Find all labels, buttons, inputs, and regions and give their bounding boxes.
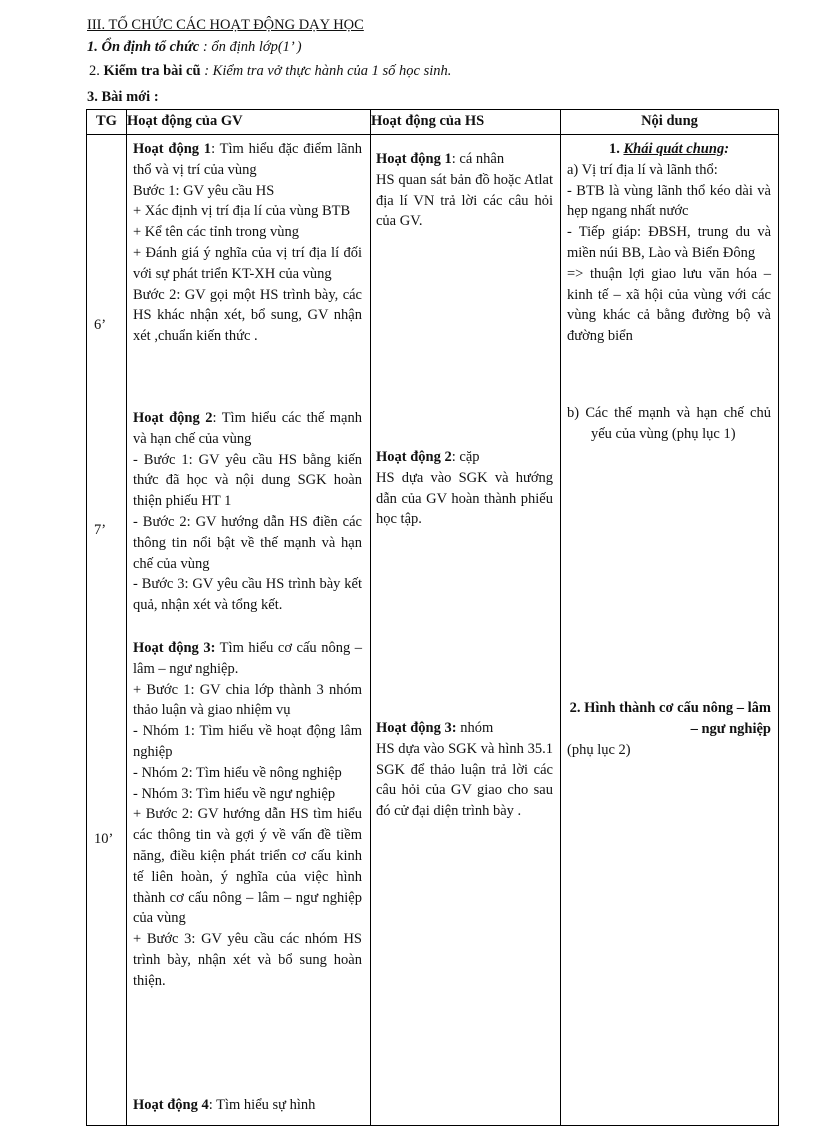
teacher-activity-1-intro: : Tìm hiểu đặc điểm lãnh thổ và vị trí của vùng (133, 141, 362, 178)
header-content: Nội dung (561, 110, 779, 135)
content-section-1-line: - BTB là vùng lãnh thổ kéo dài và hẹp ngang nhất nước (567, 182, 771, 220)
student-activity-1-intro: : cá nhân (451, 151, 505, 167)
teacher-activity-1-line: Bước 1: GV yêu cầu HS (133, 182, 275, 199)
step-3-line: 3. Bài mới : (87, 89, 159, 105)
content-section-1-subheading-a: a) Vị trí địa lí và lãnh thổ: (567, 161, 718, 178)
step-1-label: 1. Ổn định tổ chức (87, 39, 200, 55)
teacher-activity-2-title: Hoạt động 2 (133, 410, 213, 426)
student-activity-column (371, 135, 561, 1126)
time-activity-3: 10’ (94, 831, 114, 847)
teacher-activity-3-line: - Nhóm 3: Tìm hiểu về ngư nghiệp (133, 785, 336, 802)
table-body-row (87, 135, 779, 1126)
teacher-activity-1-line: Bước 2: GV gọi một HS trình bày, các HS khác nhận xét, bổ sung, GV nhận xét ,chuẩn kiến thức . (133, 286, 362, 345)
step-2-line (89, 62, 451, 80)
header-student-activity: Hoạt động của HS (371, 110, 561, 135)
step-1-text: : ổn định lớp(1’ ) (199, 39, 302, 55)
teacher-activity-1-line: + Kể tên các tỉnh trong vùng (133, 224, 300, 241)
section-title: III. TỐ CHỨC CÁC HOẠT ĐỘNG DẠY HỌC (87, 17, 364, 33)
header-teacher-activity: Hoạt động của GV (127, 110, 371, 135)
teacher-activity-3 (133, 638, 362, 992)
teacher-activity-1-title: Hoạt động 1 (133, 141, 212, 157)
teacher-activity-3-title: Hoạt động 3: (133, 640, 216, 656)
student-activity-1 (376, 149, 553, 232)
teacher-activity-3-line: - Nhóm 2: Tìm hiểu về nông nghiệp (133, 764, 342, 781)
student-activity-3-title: Hoạt động 3: (376, 720, 457, 736)
teacher-activity-1-line: + Xác định vị trí địa lí của vùng BTB (133, 203, 351, 220)
content-section-1-subheading-b: b) Các thế mạnh và hạn chế chủ yếu của vùng (phụ lục 1) (567, 405, 771, 442)
student-activity-1-title: Hoạt động 1 (376, 151, 452, 167)
teacher-activity-3-line: - Nhóm 1: Tìm hiểu về hoạt động lâm nghiệp (133, 723, 362, 760)
teacher-activity-3-line: + Bước 3: GV yêu cầu các nhóm HS trình bày, nhận xét và bổ sung hoàn thiện. (133, 931, 362, 989)
content-section-1-colon: : (724, 141, 730, 157)
student-activity-2-text: HS dựa vào SGK và hướng dẫn của GV hoàn thành phiếu học tập. (376, 469, 553, 528)
student-activity-3 (376, 718, 553, 822)
student-activity-2 (376, 447, 553, 530)
teacher-activity-2-line: - Bước 3: GV yêu cầu HS trình bày kết quả, nhận xét và tổng kết. (133, 576, 362, 614)
teacher-activity-1-line: + Đánh giá ý nghĩa của vị trí địa lí đối với sự phát triển KT-XH của vùng (133, 244, 362, 282)
content-section-2 (567, 698, 771, 760)
teacher-activity-3-line: + Bước 1: GV chia lớp thành 3 nhóm thảo luận và giao nhiệm vụ (133, 681, 362, 719)
time-activity-1: 6’ (94, 317, 107, 333)
lesson-plan-table (86, 109, 779, 1126)
table-header-row (87, 110, 779, 135)
student-activity-2-title: Hoạt động 2 (376, 449, 452, 465)
header-tg: TG (87, 110, 127, 135)
student-activity-3-text: HS dựa vào SGK và hình 35.1 SGK để thảo luận trả lời các câu hỏi của GV giao cho sau đó cử đại diện trình bày . (376, 740, 553, 820)
step-2-label: Kiểm tra bài cũ (103, 63, 201, 79)
content-section-2-note: (phụ lục 2) (567, 741, 631, 758)
time-activity-2: 7’ (94, 522, 107, 538)
time-column (87, 135, 127, 1126)
teacher-activity-2-line: - Bước 2: GV hướng dẫn HS điền các thông tin nổi bật về thế mạnh và hạn chế của vùng (133, 513, 362, 572)
content-section-1-line: => thuận lợi giao lưu văn hóa – kinh tế – xã hội của vùng với các vùng khác cả bằng đường bộ và đường biển (567, 265, 771, 345)
teacher-activity-1 (133, 139, 362, 347)
teacher-activity-3-intro: Tìm hiểu cơ cấu nông – lâm – ngư nghiệp. (133, 640, 362, 677)
teacher-activity-2-intro: : Tìm hiểu các thế mạnh và hạn chế của vùng (133, 410, 362, 447)
content-section-1-number: 1. (608, 141, 624, 157)
step-1-line (87, 38, 302, 56)
step-2-text: : Kiểm tra vở thực hành của 1 số học sinh. (200, 63, 452, 79)
teacher-activity-4 (133, 1095, 362, 1116)
teacher-activity-2-line: - Bước 1: GV yêu cầu HS bằng kiến thức đã học và nội dung SGK hoàn thiện phiếu HT 1 (133, 451, 362, 510)
content-section-1-b (567, 403, 771, 445)
teacher-activity-2 (133, 408, 362, 616)
content-section-1 (567, 139, 771, 347)
student-activity-1-text: HS quan sát bản đồ hoặc Atlat địa lí VN trả lời các câu hỏi của GV. (376, 171, 553, 230)
content-section-2-title: 2. Hình thành cơ cấu nông – lâm – ngư nghiệp (569, 700, 771, 737)
content-section-1-title: Khái quát chung (623, 141, 725, 157)
content-column (561, 135, 779, 1126)
content-section-1-line: - Tiếp giáp: ĐBSH, trung du và miền núi BB, Lào và Biển Đông (567, 224, 771, 261)
teacher-activity-3-line: + Bước 2: GV hướng dẫn HS tìm hiểu các thông tin và gợi ý về vấn đề tiềm năng, điều kiện phát triển cơ cấu kinh tế liên hoàn, ý nghĩa của việc hình thành cơ cấu nông – lâm – ngư nghiệp của vùng (133, 806, 362, 927)
step-2-number: 2. (89, 63, 104, 79)
student-activity-3-intro: nhóm (456, 720, 494, 736)
teacher-activity-column (127, 135, 371, 1126)
teacher-activity-4-title: Hoạt động 4 (133, 1097, 209, 1113)
student-activity-2-intro: : cặp (451, 449, 480, 465)
teacher-activity-4-intro: : Tìm hiểu sự hình (208, 1097, 316, 1113)
